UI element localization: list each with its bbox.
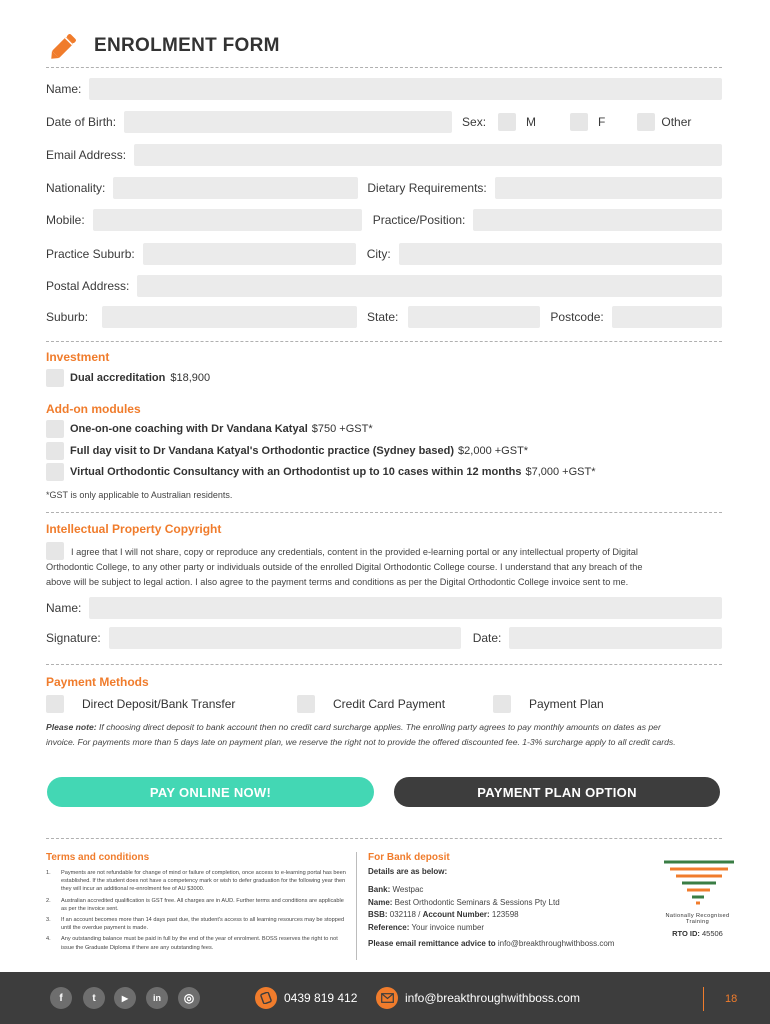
postcode-label: Postcode: — [550, 310, 604, 324]
sex-f-label: F — [598, 115, 606, 129]
sex-other-checkbox[interactable] — [637, 113, 655, 131]
twitter-icon[interactable]: t — [83, 987, 105, 1009]
reference-value: Your invoice number — [409, 922, 485, 932]
name-row — [46, 77, 722, 101]
dob-field[interactable] — [124, 111, 452, 133]
addon-name: One-on-one coaching with Dr Vandana Katyal — [70, 423, 308, 435]
reference-line — [368, 922, 638, 935]
rto-value: 45506 — [699, 929, 723, 938]
nrt-logo — [655, 856, 740, 946]
email-label: Email Address: — [46, 148, 127, 162]
name-field[interactable] — [89, 78, 722, 100]
investment-option — [46, 368, 722, 388]
addon-name: Full day visit to Dr Vandana Katyal's Orthodontic practice (Sydney based) — [70, 445, 455, 457]
state-label: State: — [367, 310, 399, 324]
sex-m-label: M — [526, 115, 537, 129]
ip-line-1: I agree that I will not share, copy or reproduce any credentials, content in the provided e-learning portal or any intellectual property of Digital — [71, 547, 638, 557]
ip-title: Intellectual Property Copyright — [46, 522, 222, 536]
youtube-icon[interactable]: ▶ — [114, 987, 136, 1009]
practice-suburb-row — [46, 242, 722, 266]
ip-line-3: above will be subject to legal action. I also agree to the payment terms and conditions as per the Digital Orthodontic College invoice sent to me. — [46, 577, 629, 587]
addon-name: Virtual Orthodontic Consultancy with an Orthodontist up to 10 cases within 12 months — [70, 466, 522, 478]
addon-checkbox[interactable] — [46, 463, 64, 481]
mobile-label: Mobile: — [46, 213, 85, 227]
ip-name-label: Name: — [46, 601, 82, 615]
payment-note-line-2: invoice. For payments more than 5 days late on payment plan, we reserve the right not to provide the offered discounted fee. 1-3% surcharge apply to all credit cards. — [46, 737, 676, 747]
suburb-field[interactable] — [102, 306, 357, 328]
terms-section — [46, 852, 346, 955]
addon-price: $2,000 +GST* — [458, 445, 529, 457]
practice-suburb-field[interactable] — [143, 243, 356, 265]
addon-price: $750 +GST* — [311, 423, 373, 435]
name-label: Name: — [46, 82, 82, 96]
postal-label: Postal Address: — [46, 279, 130, 293]
ip-line-2: Orthodontic College, to any other party or individuals outside of the enrolled Digital Orthodontic College course. I understand that any breach of the — [46, 562, 643, 572]
sex-label: Sex: — [462, 115, 487, 129]
city-label: City: — [366, 247, 391, 261]
ip-name-field[interactable] — [89, 597, 722, 619]
nationality-field[interactable] — [113, 177, 358, 199]
terms-item-number: 1. — [46, 870, 51, 876]
bank-subtitle: Details are as below: — [368, 867, 448, 876]
account-number-label: Account Number: — [422, 910, 490, 919]
nationality-label: Nationality: — [46, 181, 106, 195]
date-label: Date: — [472, 631, 502, 645]
addon-option — [46, 462, 722, 482]
rto-label: RTO ID: — [672, 929, 700, 938]
account-number-value: 123598 — [489, 910, 519, 919]
phone-icon — [255, 987, 277, 1009]
city-field[interactable] — [399, 243, 722, 265]
email-icon — [376, 987, 398, 1009]
practice-suburb-label: Practice Suburb: — [46, 247, 135, 261]
practice-position-field[interactable] — [473, 209, 722, 231]
divider-vertical — [356, 852, 357, 960]
bsb-value: 032118 / — [387, 910, 423, 919]
terms-item-number: 3. — [46, 917, 51, 924]
pay-online-button[interactable]: PAY ONLINE NOW! — [47, 777, 374, 807]
page-number: 18 — [725, 993, 738, 1005]
terms-item-text: Any outstanding balance must be paid in full by the end of the year of enrolment. BOSS reserves the right to not issue the Graduate Diploma if there are any outstanding fees. — [61, 936, 338, 951]
account-name-line — [368, 897, 638, 910]
email-field[interactable] — [134, 144, 722, 166]
bank-value: Westpac — [390, 885, 424, 894]
bsb-label: BSB: — [368, 910, 388, 919]
rto-id — [655, 929, 740, 938]
page-title: ENROLMENT FORM — [94, 35, 280, 56]
signature-field[interactable] — [109, 627, 461, 649]
bsb-line — [368, 909, 638, 922]
account-name-value: Best Orthodontic Seminars & Sessions Pty Ltd — [392, 897, 560, 907]
remittance-line — [368, 938, 638, 951]
terms-item-number: 4. — [46, 936, 51, 943]
addon-option — [46, 441, 722, 461]
linkedin-icon[interactable]: in — [146, 987, 168, 1009]
ip-name-row — [46, 596, 722, 620]
email-row — [46, 143, 722, 167]
bank-name-line — [368, 884, 638, 897]
terms-title: Terms and conditions — [46, 852, 150, 863]
nrt-logo-icon — [658, 856, 738, 908]
credit-card-checkbox[interactable] — [297, 695, 315, 713]
remittance-label: Please email remittance advice to — [368, 939, 496, 948]
addons-title: Add-on modules — [46, 402, 141, 416]
facebook-icon[interactable]: f — [50, 987, 72, 1009]
terms-item — [46, 897, 346, 913]
payment-plan-button[interactable]: PAYMENT PLAN OPTION — [394, 777, 720, 807]
practice-position-label: Practice/Position: — [372, 213, 466, 227]
dietary-label: Dietary Requirements: — [367, 181, 487, 195]
bank-title: For Bank deposit — [368, 852, 450, 863]
suburb-row — [46, 305, 722, 329]
payment-plan-checkbox[interactable] — [493, 695, 511, 713]
investment-title: Investment — [46, 350, 110, 364]
form-header — [46, 28, 280, 64]
terms-list — [46, 869, 346, 952]
payment-note-label: Please note: — [46, 722, 97, 732]
sex-other-label: Other — [661, 115, 692, 129]
divider — [46, 67, 722, 68]
terms-item — [46, 869, 346, 894]
sex-f-checkbox[interactable] — [570, 113, 588, 131]
suburb-label: Suburb: — [46, 310, 89, 324]
divider — [46, 512, 722, 513]
postal-row — [46, 274, 722, 298]
addon-price: $7,000 +GST* — [525, 466, 596, 478]
reference-label: Reference: — [368, 922, 410, 932]
divider — [46, 838, 722, 839]
nationality-row — [46, 176, 722, 200]
signature-row — [46, 626, 722, 650]
sex-m-checkbox[interactable] — [498, 113, 516, 131]
dob-label: Date of Birth: — [46, 115, 117, 129]
divider — [46, 341, 722, 342]
nrt-text: Nationally Recognised Training — [665, 913, 730, 925]
terms-item — [46, 916, 346, 932]
investment-item-price: $18,900 — [170, 372, 211, 384]
pencil-icon — [46, 28, 82, 64]
gst-note: *GST is only applicable to Australian residents. — [46, 490, 233, 500]
direct-deposit-checkbox[interactable] — [46, 695, 64, 713]
bank-section — [368, 852, 638, 951]
date-field[interactable] — [509, 627, 722, 649]
payment-title: Payment Methods — [46, 675, 149, 689]
bank-label: Bank: — [368, 885, 391, 894]
mobile-field[interactable] — [93, 209, 362, 231]
credit-card-label: Credit Card Payment — [333, 697, 446, 711]
payment-plan-label: Payment Plan — [529, 697, 604, 711]
state-field[interactable] — [408, 306, 540, 328]
terms-item-text: If an account becomes more than 14 days past due, the student's access to all learning resources may be stopped until the overdue payment is made. — [61, 917, 345, 932]
postcode-field[interactable] — [612, 306, 722, 328]
payment-options — [46, 694, 722, 714]
addon-checkbox[interactable] — [46, 420, 64, 438]
footer-divider — [703, 987, 704, 1011]
terms-item-text: Payments are not refundable for change of mind or failure of completion, once access to e-learning portal has been established. If the student does not have a competency mark or wish to defer graduation for the following year then they will incur an additional re-enrolment fee of AU $3000. — [61, 870, 346, 893]
addon-option — [46, 419, 722, 439]
instagram-icon[interactable]: ◎ — [178, 987, 200, 1009]
addon-checkbox[interactable] — [46, 442, 64, 460]
payment-note-line-1 — [46, 720, 722, 735]
footer-phone[interactable]: 0439 819 412 — [284, 991, 358, 1005]
dual-accreditation-checkbox[interactable] — [46, 369, 64, 387]
dob-row — [46, 110, 722, 134]
account-name-label: Name: — [368, 897, 393, 907]
signature-label: Signature: — [46, 631, 101, 645]
terms-item-text: Australian accredited qualification is GST free. All charges are in AUD. Further terms and conditions are applicable as per the invoice sent. — [61, 897, 344, 912]
terms-item-number: 2. — [46, 897, 51, 904]
dietary-field[interactable] — [495, 177, 722, 199]
mobile-row — [46, 208, 722, 232]
remittance-email[interactable]: info@breakthroughwithboss.com — [495, 939, 615, 948]
terms-item — [46, 935, 346, 951]
investment-item-name: Dual accreditation — [70, 372, 166, 384]
postal-field[interactable] — [137, 275, 722, 297]
payment-note-text: If choosing direct deposit to bank account then no credit card surcharge applies. The enrolling party agrees to pay monthly amounts on dates as per — [96, 722, 661, 732]
direct-deposit-label: Direct Deposit/Bank Transfer — [82, 697, 236, 711]
footer — [0, 972, 770, 1024]
divider — [46, 664, 722, 665]
footer-email[interactable]: info@breakthroughwithboss.com — [405, 991, 580, 1005]
